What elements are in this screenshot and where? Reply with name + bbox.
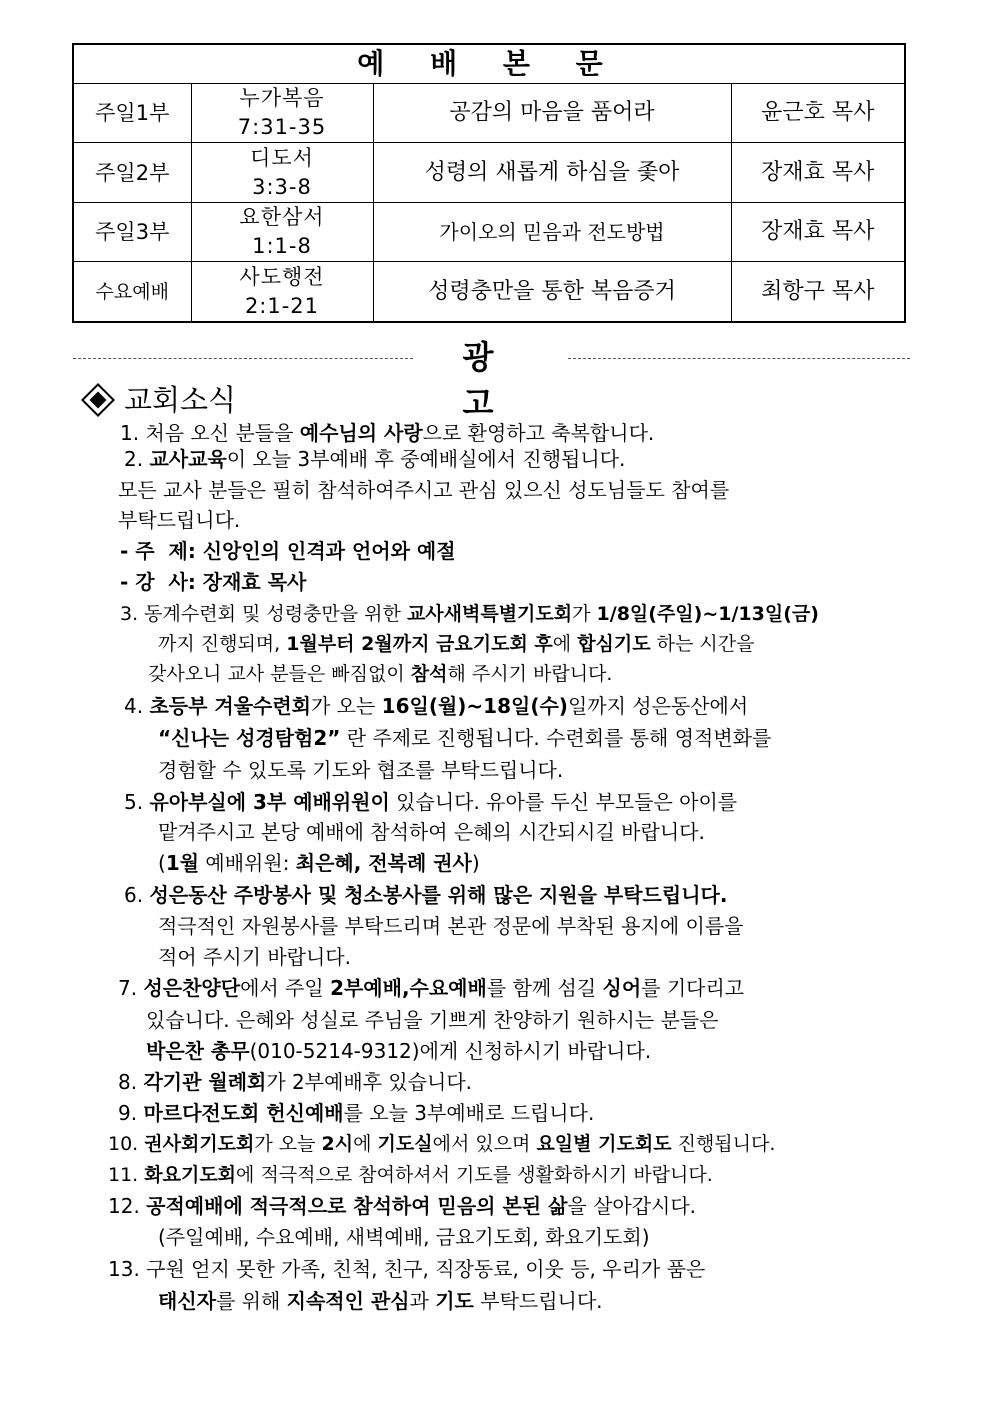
notice-line: 갖사오니 교사 분들은 빠짐없이 참석해 주시기 바랍니다.: [148, 663, 613, 685]
schedule-row: [73, 143, 905, 202]
notice-line: 맡겨주시고 본당 예배에 참석하여 은혜의 시간되시길 바랍니다.: [158, 820, 705, 844]
scripture-book: 디도서: [250, 145, 314, 170]
notice-line: 7. 성은찬양단에서 주일 2부예배,수요예배를 함께 섬길 싱어를 기다리고: [118, 976, 745, 1000]
preacher: 최항구 목사: [731, 262, 905, 322]
scripture-ref: [191, 262, 373, 322]
notice-line: 3. 동계수련회 및 성령충만을 위한 교사새벽특별기도회가 1/8일(주일)~1/13일(금): [120, 603, 819, 625]
sermon-title: 성령충만을 통한 복음증거: [373, 262, 731, 322]
notice-line: 13. 구원 얻지 못한 가족, 친척, 친구, 직장동료, 이웃 등, 우리가 품은: [108, 1257, 706, 1281]
diamond-icon: [81, 383, 115, 417]
preacher: 장재효 목사: [731, 143, 905, 202]
notice-line: 박은찬 총무(010-5214-9312)에게 신청하시기 바랍니다.: [146, 1039, 652, 1063]
scripture-book: 사도행전: [239, 264, 325, 289]
notice-line: “신나는 성경탐험2” 란 주제로 진행됩니다. 수련회를 통해 영적변화를: [158, 726, 772, 750]
notice-line: 8. 각기관 월례회가 2부예배후 있습니다.: [118, 1070, 473, 1094]
notice-line: 2. 교사교육이 오늘 3부예배 후 중예배실에서 진행됩니다.: [124, 447, 626, 471]
notice-line: 까지 진행되며, 1월부터 2월까지 금요기도회 후에 합심기도 하는 시간을: [158, 633, 755, 655]
scripture-verse: 1:1-8: [252, 234, 312, 259]
section-title: 교회소식: [124, 383, 237, 417]
preacher: 윤근호 목사: [731, 84, 905, 143]
worship-schedule-table: [72, 43, 906, 323]
schedule-row: [73, 262, 905, 322]
scripture-verse: 7:31-35: [237, 115, 327, 140]
scripture-verse: 3:3-8: [252, 174, 312, 199]
divider-right: [568, 358, 910, 359]
notice-line: (주일예배, 수요예배, 새벽예배, 금요기도회, 화요기도회): [158, 1225, 650, 1249]
notice-line: 1. 처음 오신 분들을 예수님의 사랑으로 환영하고 축복합니다.: [120, 421, 655, 445]
section-heading: [80, 378, 236, 419]
scripture-book: 요한삼서: [239, 205, 325, 230]
preacher: 장재효 목사: [731, 202, 905, 261]
scripture-verse: 2:1-21: [244, 293, 320, 318]
sermon-title: 공감의 마음을 품어라: [373, 84, 731, 143]
sermon-title: 가이오의 믿음과 전도방법: [373, 202, 731, 261]
notice-line: 경험할 수 있도록 기도와 협조를 부탁드립니다.: [158, 758, 564, 782]
notice-line: 6. 성은동산 주방봉사 및 청소봉사를 위해 많은 지원을 부탁드립니다.: [124, 883, 728, 907]
notice-line: 태신자를 위해 지속적인 관심과 기도 부탁드립니다.: [158, 1289, 603, 1313]
service-name: 수요예배: [73, 262, 191, 322]
notice-line: 적어 주시기 바랍니다.: [158, 945, 351, 969]
notice-line: 5. 유아부실에 3부 예배위원이 있습니다. 유아를 두신 부모들은 아이를: [124, 790, 738, 814]
notice-line: (1월 예배위원: 최은혜, 전복례 권사): [158, 851, 480, 875]
notice-line: 9. 마르다전도회 헌신예배를 오늘 3부예배로 드립니다.: [118, 1101, 595, 1125]
scripture-ref: [191, 84, 373, 143]
service-name: 주일1부: [73, 84, 191, 143]
divider-left: [73, 358, 413, 359]
service-name: 주일3부: [73, 202, 191, 261]
service-name: 주일2부: [73, 143, 191, 202]
notice-line: 적극적인 자원봉사를 부탁드리며 본관 정문에 부착된 용지에 이름을: [158, 914, 744, 938]
schedule-row: [73, 84, 905, 143]
ads-title: 광 고: [462, 338, 528, 422]
sermon-title: 성령의 새롭게 하심을 좇아: [373, 143, 731, 202]
notice-line: 11. 화요기도회에 적극적으로 참여하셔서 기도를 생활화하시기 바랍니다.: [108, 1164, 713, 1186]
notice-line: - 강 사: 장재효 목사: [120, 570, 307, 594]
notice-line: 있습니다. 은혜와 성실로 주님을 기쁘게 찬양하기 원하시는 분들은: [146, 1008, 719, 1032]
schedule-row: [73, 202, 905, 261]
scripture-ref: [191, 143, 373, 202]
notice-line: 모든 교사 분들은 필히 참석하여주시고 관심 있으신 성도님들도 참여를: [118, 478, 730, 502]
schedule-title: 예 배 본 문: [73, 44, 905, 84]
scripture-ref: [191, 202, 373, 261]
notice-line: 부탁드립니다.: [118, 508, 241, 532]
notice-line: 12. 공적예배에 적극적으로 참석하여 믿음의 본된 삶을 살아갑시다.: [108, 1194, 697, 1218]
notice-line: 4. 초등부 겨울수련회가 오는 16일(월)~18일(수)일까지 성은동산에서: [124, 694, 749, 718]
notice-line: 10. 권사회기도회가 오늘 2시에 기도실에서 있으며 요일별 기도회도 진행됩니다.: [108, 1133, 776, 1155]
notice-line: - 주 제: 신앙인의 인격과 언어와 예절: [120, 539, 456, 563]
scripture-book: 누가복음: [239, 86, 325, 111]
